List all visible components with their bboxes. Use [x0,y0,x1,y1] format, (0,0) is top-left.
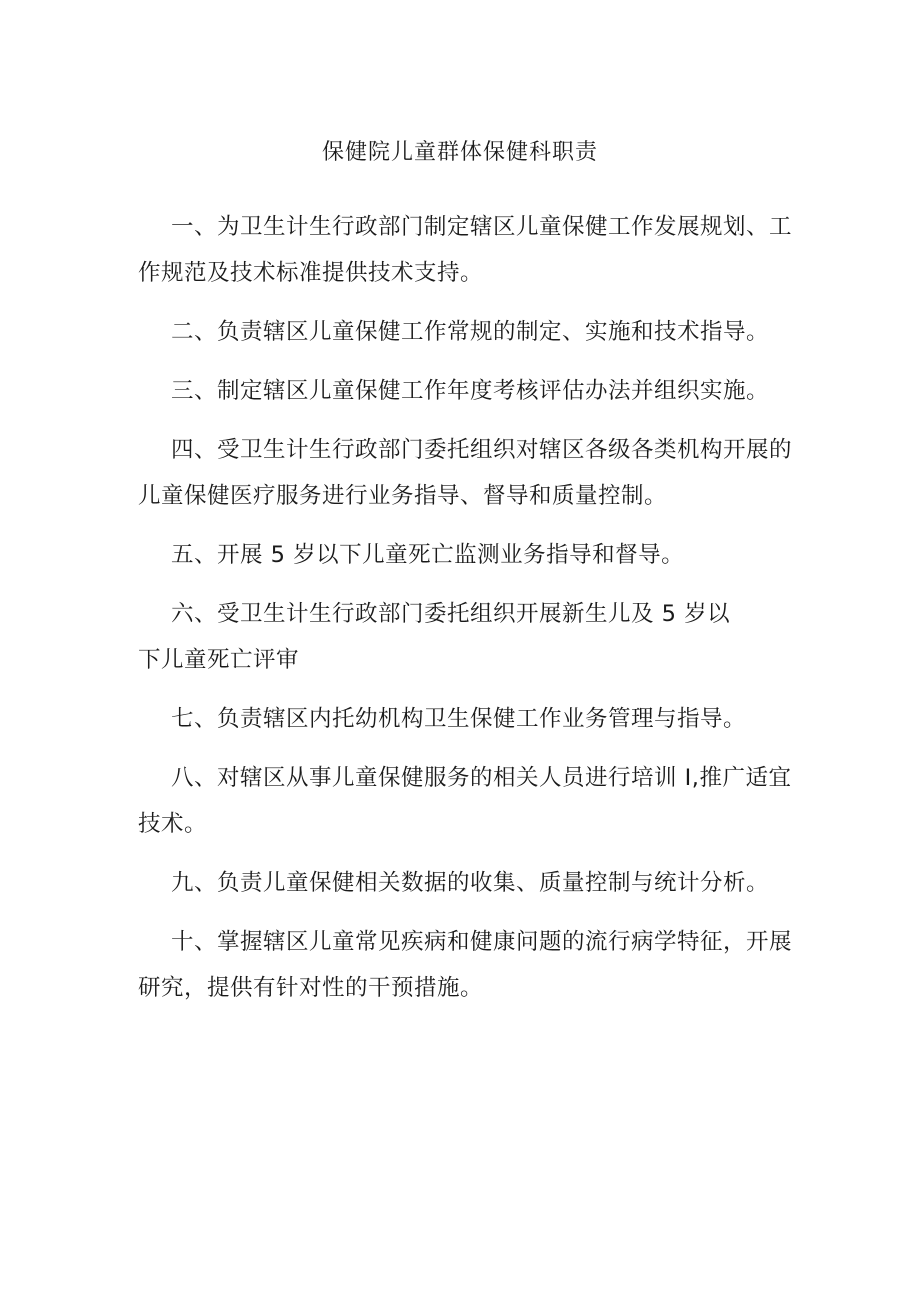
document-body [138,204,798,1024]
paragraph-3: 三、制定辖区儿童保健工作年度考核评估办法并组织实施。 [171,378,770,404]
paragraph-2: 二、负责辖区儿童保健工作常规的制定、实施和技术指导。 [171,319,770,345]
paragraph-9: 九、负责儿童保健相关数据的收集、质量控制与统计分析。 [171,870,770,896]
document-title: 保健院儿童群体保健科职责 [321,140,598,165]
paragraph-10: 十、掌握辖区儿童常见疾病和健康问题的流行病学特征，开展研究，提供有针对性的干预措施。 [138,929,793,1001]
paragraph-7: 七、负责辖区内托幼机构卫生保健工作业务管理与指导。 [171,706,747,732]
paragraph-6-line-2: 下儿童死亡评审 [138,647,300,673]
paragraph-6-line-1: 六、受卫生计生行政部门委托组织开展新生儿及 5 岁以 [171,601,731,627]
paragraph-1: 一、为卫生计生行政部门制定辖区儿童保健工作发展规划、工作规范及技术标准提供技术支持。 [138,214,793,286]
paragraph-5: 五、开展 5 岁以下儿童死亡监测业务指导和督导。 [171,542,685,568]
paragraph-8: 八、对辖区从事儿童保健服务的相关人员进行培训 I,推广适宜技术。 [138,765,792,837]
paragraph-4: 四、受卫生计生行政部门委托组织对辖区各级各类机构开展的儿童保健医疗服务进行业务指导、督导和质量控制。 [138,437,793,509]
